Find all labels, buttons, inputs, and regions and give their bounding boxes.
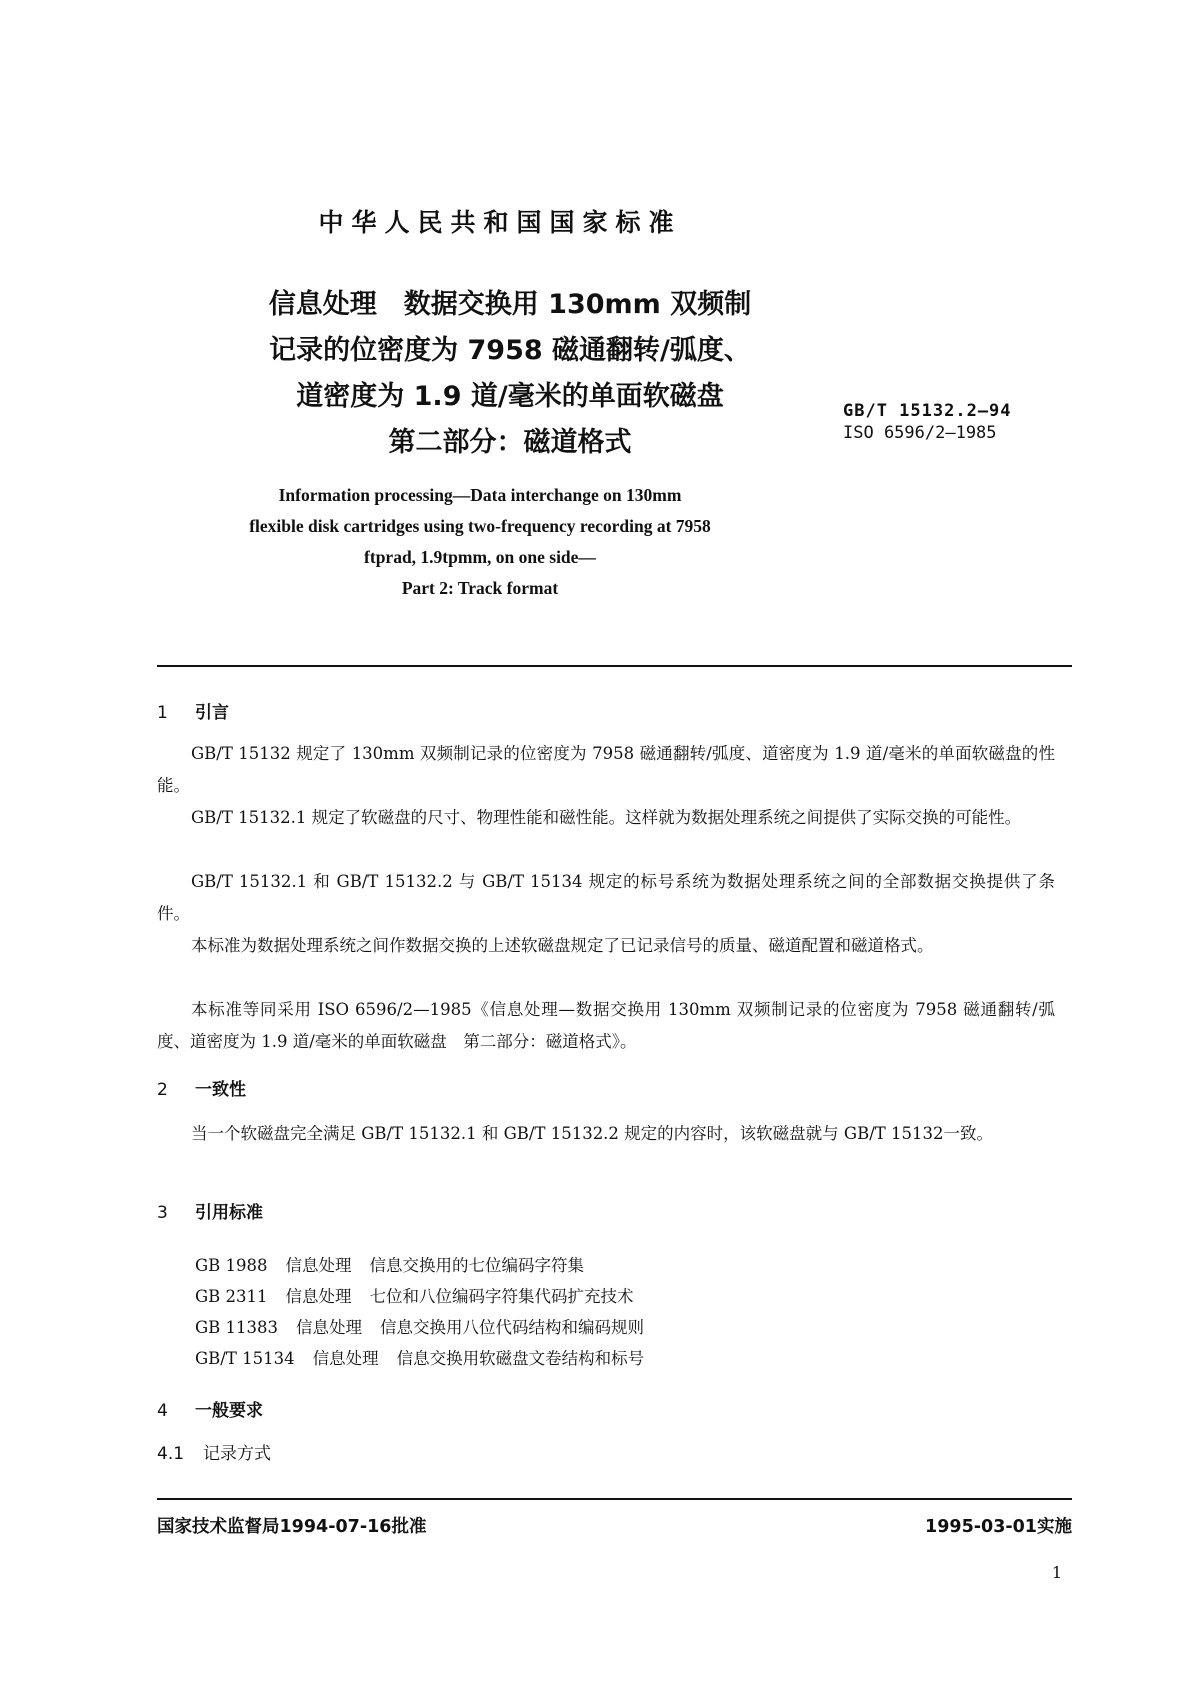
section-number: 2 xyxy=(157,1080,168,1100)
section-title: 一般要求 xyxy=(195,1401,263,1421)
ref-code: GB 11383 xyxy=(195,1318,279,1337)
list-item xyxy=(195,1281,644,1312)
title-zh-line-1: 信息处理 数据交换用 130mm 双频制 xyxy=(268,289,752,320)
page-number: 1 xyxy=(1051,1563,1062,1582)
ref-area: 信息处理 xyxy=(285,1256,352,1275)
subsection-title: 记录方式 xyxy=(203,1444,271,1464)
ref-area: 信息处理 xyxy=(296,1318,363,1337)
ref-code: GB/T 15134 xyxy=(195,1349,295,1368)
ref-code: GB 1988 xyxy=(195,1256,268,1275)
ref-area: 信息处理 xyxy=(285,1287,352,1306)
section-title: 引言 xyxy=(195,703,229,723)
subsection-number: 4.1 xyxy=(157,1444,185,1464)
paragraph: 本标准为数据处理系统之间作数据交换的上述软磁盘规定了已记录信号的质量、磁道配置和磁道格式。 xyxy=(191,936,934,955)
ref-name: 信息交换用八位代码结构和编码规则 xyxy=(380,1318,645,1337)
title-english xyxy=(170,480,790,604)
approval-date: 国家技术监督局1994-07-16批准 xyxy=(157,1517,427,1537)
paragraph: GB/T 15132 规定了 130mm 双频制记录的位密度为 7958 磁通翻转/弧度、道密度为 1.9 道/毫米的单面软磁盘的性能。 xyxy=(157,744,1055,795)
paragraph: GB/T 15132.1 规定了软磁盘的尺寸、物理性能和磁性能。这样就为数据处理系统之间提供了实际交换的可能性。 xyxy=(191,808,1022,827)
section-4-heading xyxy=(157,1396,263,1421)
title-chinese xyxy=(170,282,850,466)
section-2-heading xyxy=(157,1075,246,1100)
title-zh-line-4: 第二部分：磁道格式 xyxy=(388,427,632,458)
footer-divider xyxy=(157,1498,1072,1500)
ref-name: 七位和八位编码字符集代码扩充技术 xyxy=(369,1287,634,1306)
subsection-4-1-heading xyxy=(157,1439,271,1464)
paragraph: 本标准等同采用 ISO 6596/2—1985《信息处理—数据交换用 130mm 双频制记录的位密度为 7958 磁通翻转/弧度、道密度为 1.9 道/毫米的单面软磁盘 第二部分：磁道格式》。 xyxy=(157,1000,1055,1051)
ref-name: 信息交换用软磁盘文卷结构和标号 xyxy=(396,1349,645,1368)
implementation-date: 1995-03-01实施 xyxy=(925,1517,1072,1537)
normative-references-list xyxy=(195,1250,644,1374)
section-number: 3 xyxy=(157,1203,168,1223)
section-number: 1 xyxy=(157,703,168,723)
section-title: 一致性 xyxy=(195,1080,246,1100)
ref-area: 信息处理 xyxy=(312,1349,379,1368)
standard-number: GB/T 15132.2—94 xyxy=(843,401,1012,421)
section-title: 引用标准 xyxy=(195,1203,263,1223)
iso-number: ISO 6596/2—1985 xyxy=(843,423,997,443)
title-zh-line-3: 道密度为 1.9 道/毫米的单面软磁盘 xyxy=(296,381,724,412)
title-zh-line-2: 记录的位密度为 7958 磁通翻转/弧度、 xyxy=(269,335,751,366)
paragraph: 当一个软磁盘完全满足 GB/T 15132.1 和 GB/T 15132.2 规定的内容时，该软磁盘就与 GB/T 15132一致。 xyxy=(191,1124,994,1143)
title-en-line-2: flexible disk cartridges using two-frequency recording at 7958 xyxy=(249,516,711,536)
title-en-line-4: Part 2: Track format xyxy=(401,578,559,598)
header-divider xyxy=(157,665,1072,667)
list-item xyxy=(195,1312,644,1343)
section-number: 4 xyxy=(157,1401,168,1421)
paragraph: GB/T 15132.1 和 GB/T 15132.2 与 GB/T 15134 规定的标号系统为数据处理系统之间的全部数据交换提供了条件。 xyxy=(157,872,1055,923)
section-3-heading xyxy=(157,1198,263,1223)
list-item xyxy=(195,1343,644,1374)
ref-name: 信息交换用的七位编码字符集 xyxy=(369,1256,585,1275)
title-en-line-3: ftprad, 1.9tpmm, on one side— xyxy=(364,547,596,567)
ref-code: GB 2311 xyxy=(195,1287,268,1306)
title-en-line-1: Information processing—Data interchange on 130mm xyxy=(278,485,682,505)
list-item xyxy=(195,1250,644,1281)
standard-numbers xyxy=(843,400,1012,444)
national-standard-header: 中华人民共和国国家标准 xyxy=(318,208,682,237)
section-1-heading xyxy=(157,698,229,723)
